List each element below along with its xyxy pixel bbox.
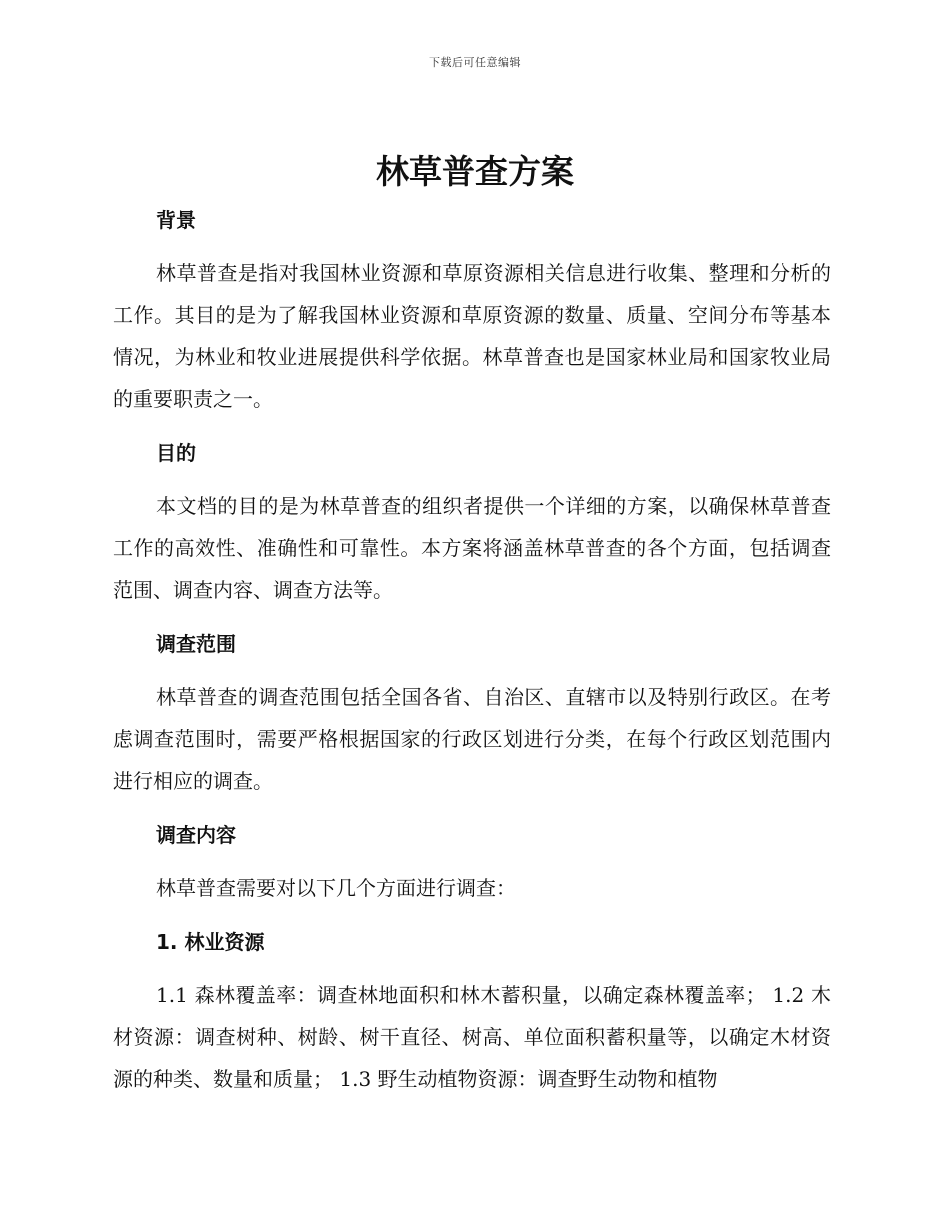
document-title: 林草普查方案	[376, 152, 574, 191]
section-paragraph: 林草普查是指对我国林业资源和草原资源相关信息进行收集、整理和分析的工作。其目的是为了解我国林业资源和草原资源的数量、质量、空间分布等基本情况，为林业和牧业进展提供科学依据。林草普查也是国家林业局和国家牧业局的重要职责之一。	[113, 261, 831, 411]
section-background	[113, 200, 831, 433]
section-paragraph: 林草普查需要对以下几个方面进行调查：	[156, 876, 516, 900]
section-paragraph: 本文档的目的是为林草普查的组织者提供一个详细的方案，以确保林草普查工作的高效性、准确性和可靠性。本方案将涵盖林草普查的各个方面，包括调查范围、调查内容、调查方法等。	[113, 494, 831, 602]
section-heading: 目的	[156, 441, 196, 465]
section-paragraph: 1.1 森林覆盖率：调查林地面积和林木蓄积量，以确定森林覆盖率； 1.2 木材资源：调查树种、树龄、树干直径、树高、单位面积蓄积量等，以确定木材资源的种类、数量和质量； 1.3 野生动植物资源：调查野生动物和植物	[113, 983, 831, 1091]
document-body	[113, 200, 831, 1100]
section-purpose	[113, 433, 831, 624]
section-survey-scope	[113, 624, 831, 815]
running-header: 下载后可任意编辑	[429, 56, 521, 69]
section-heading: 1. 林业资源	[156, 930, 265, 954]
section-survey-content	[113, 815, 831, 922]
section-heading: 背景	[156, 208, 196, 232]
section-forestry-resources	[113, 922, 831, 1100]
section-heading: 调查内容	[156, 823, 236, 847]
section-paragraph: 林草普查的调查范围包括全国各省、自治区、直辖市以及特别行政区。在考虑调查范围时，需要严格根据国家的行政区划进行分类，在每个行政区划范围内进行相应的调查。	[113, 685, 831, 793]
section-heading: 调查范围	[156, 632, 236, 656]
